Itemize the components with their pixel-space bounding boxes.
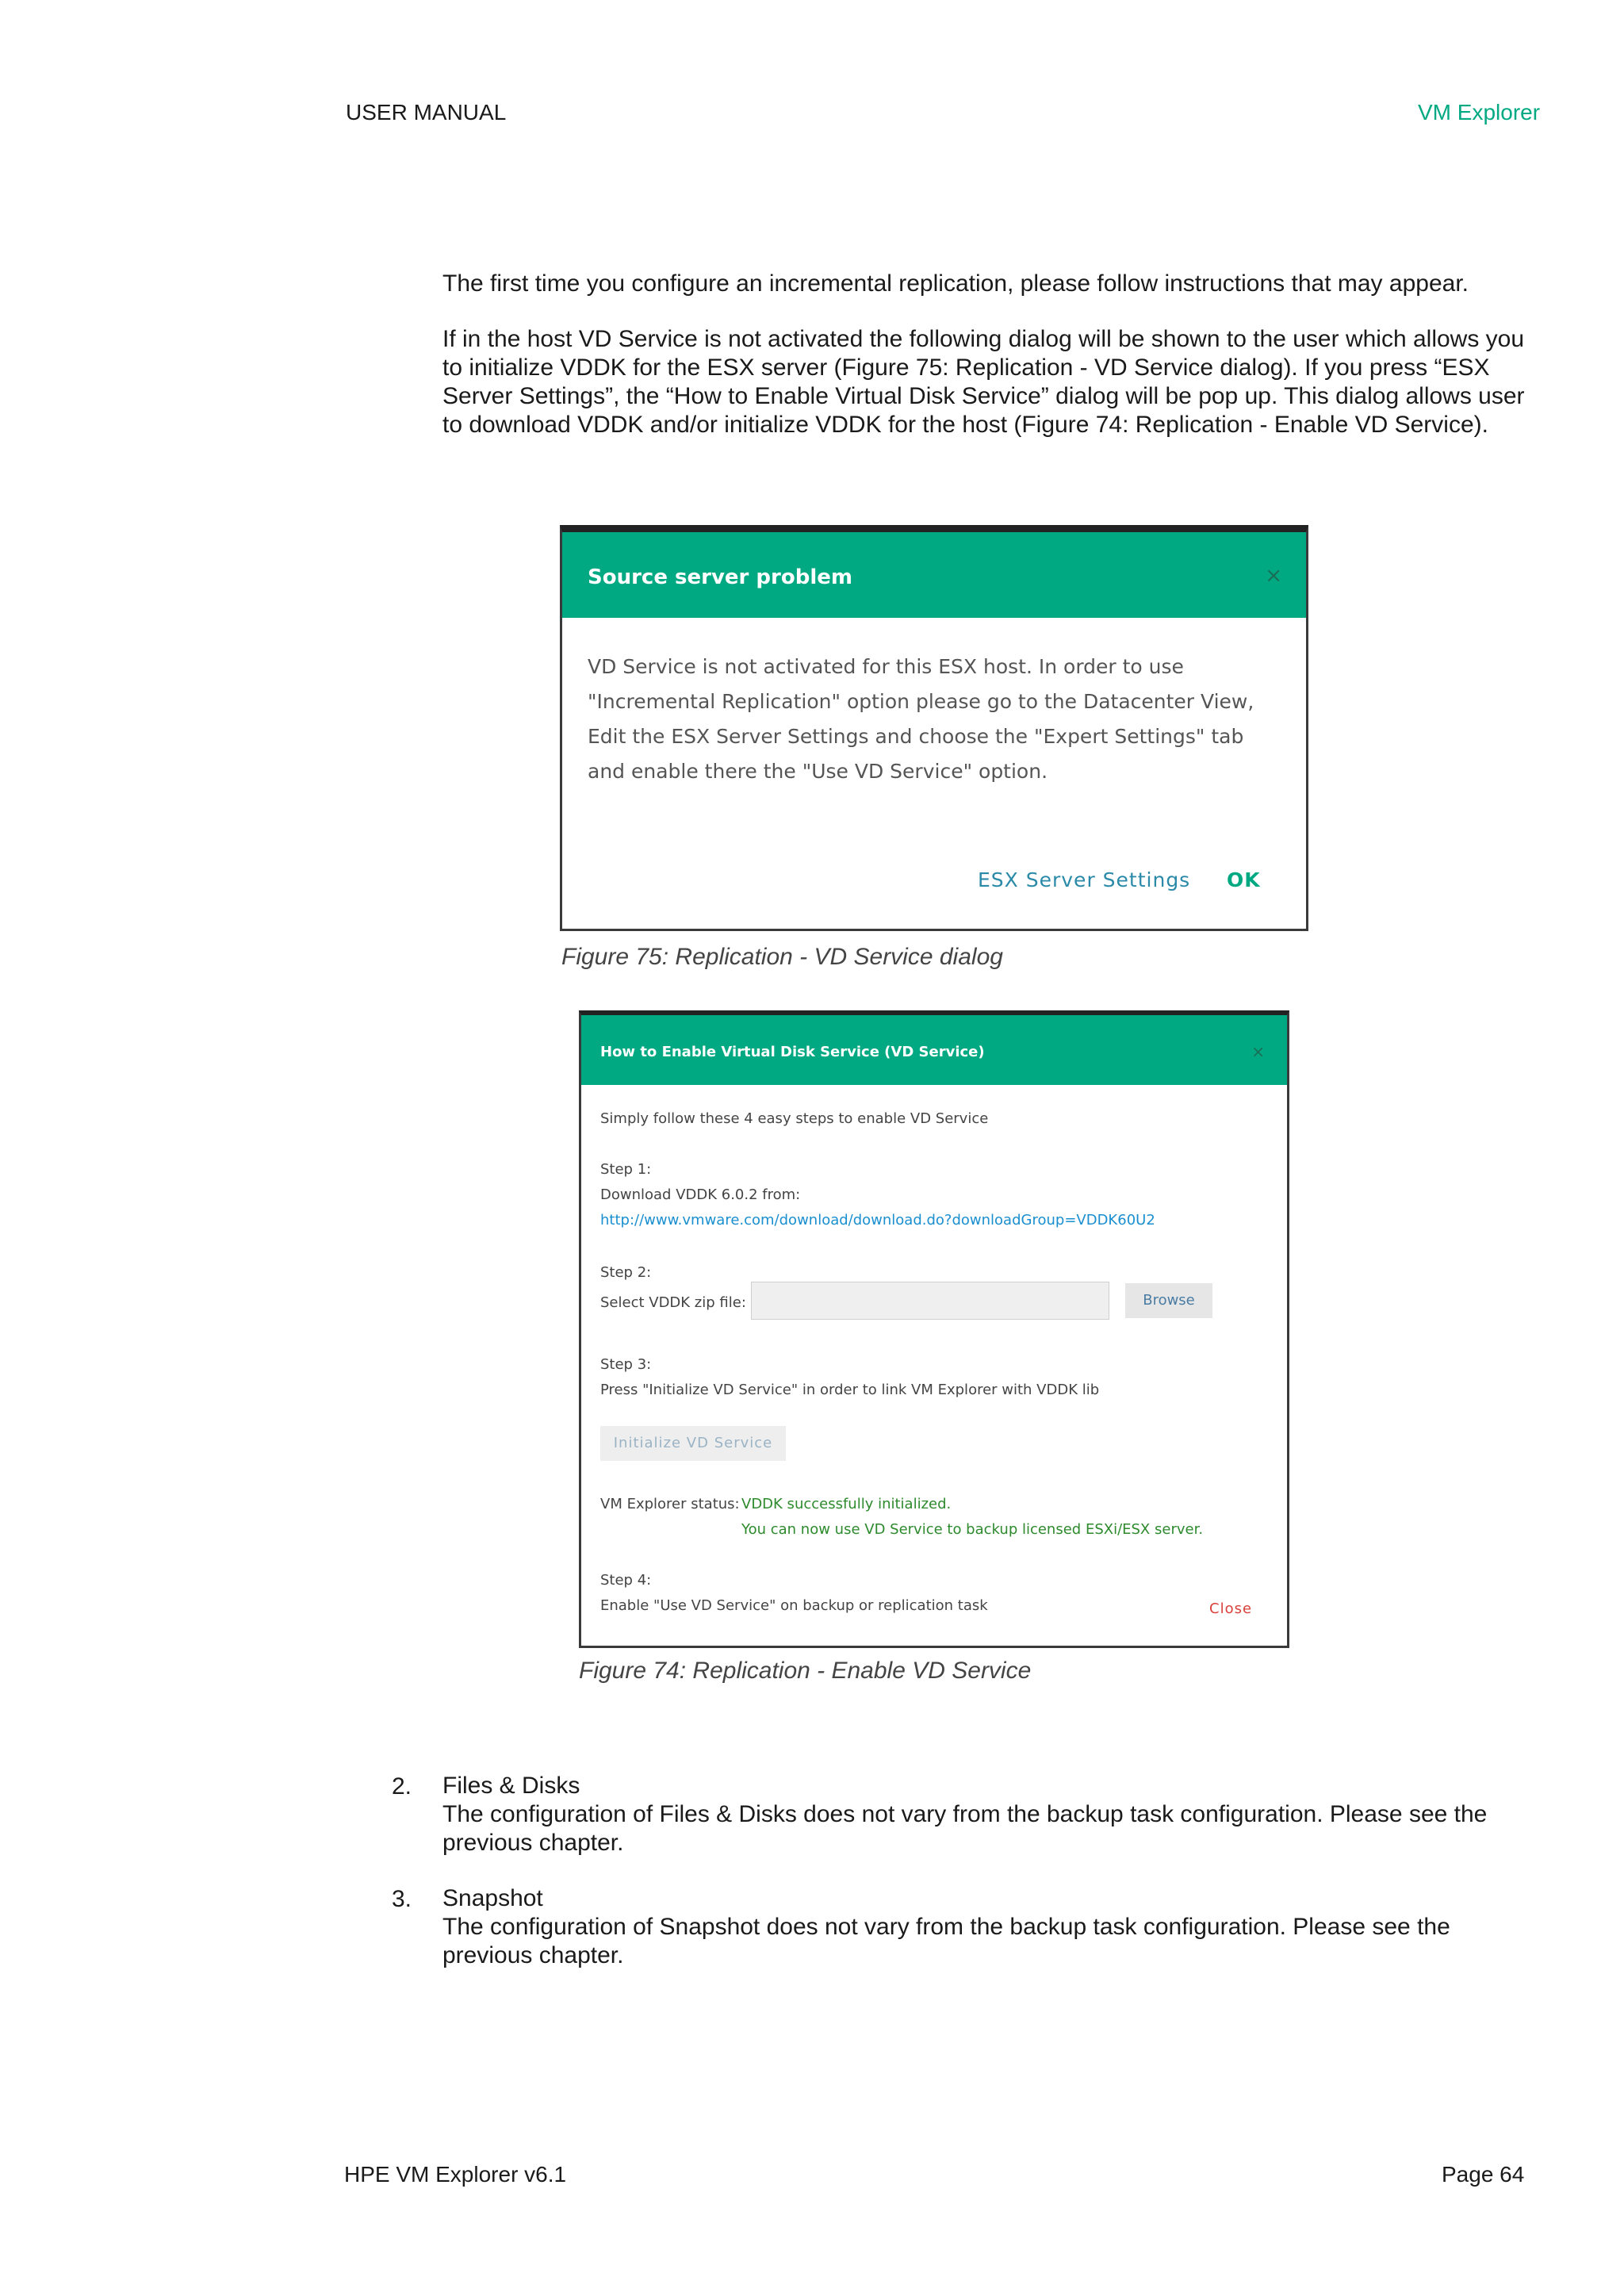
vddk-zip-label: Select VDDK zip file: [600,1294,746,1311]
list-item-3-title: Snapshot [442,1885,543,1911]
dialog-title: How to Enable Virtual Disk Service (VD Service) [600,1044,985,1060]
dialog-title: Source server problem [588,565,852,589]
vddk-zip-input[interactable] [751,1282,1109,1320]
step-4-heading: Step 4: [600,1572,652,1589]
step-2-heading: Step 2: [600,1264,652,1281]
figure-74-caption: Figure 74: Replication - Enable VD Service [579,1658,1032,1684]
dialog-header [562,532,1306,618]
status-message-line-2: You can now use VD Service to backup licensed ESXi/ESX server. [741,1521,1204,1538]
list-item-3-text: The configuration of Snapshot does not vary from the backup task configuration. Please see the previous chapter. [442,1914,1450,1968]
initialize-vd-service-button[interactable]: Initialize VD Service [600,1426,786,1461]
step-1-text: Download VDDK 6.0.2 from: [600,1186,801,1203]
intro-paragraph-1: The first time you configure an incremental replication, please follow instructions that may appear. [442,270,1469,297]
step-3-text: Press "Initialize VD Service" in order to link VM Explorer with VDDK lib [600,1382,1100,1398]
esx-server-settings-button[interactable]: ESX Server Settings [978,868,1191,891]
header-title: USER MANUAL [346,100,507,125]
close-icon[interactable]: × [1265,564,1282,588]
close-icon[interactable]: × [1251,1042,1265,1061]
step-1-heading: Step 1: [600,1161,652,1178]
list-item-2-title: Files & Disks [442,1773,580,1799]
dialog-header [581,1015,1287,1085]
step-4-text: Enable "Use VD Service" on backup or replication task [600,1597,988,1614]
vddk-download-link[interactable]: http://www.vmware.com/download/download.do?downloadGroup=VDDK60U2 [600,1212,1155,1228]
footer-product-version: HPE VM Explorer v6.1 [344,2162,567,2187]
close-button[interactable]: Close [1209,1600,1253,1617]
ok-button[interactable]: OK [1227,868,1261,891]
figure-75-caption: Figure 75: Replication - VD Service dialog [561,944,1003,970]
source-server-problem-dialog [560,525,1308,931]
dialog-intro: Simply follow these 4 easy steps to enable VD Service [600,1110,989,1127]
browse-button[interactable]: Browse [1125,1283,1212,1318]
footer-page-number: Page 64 [1442,2162,1525,2187]
dialog-message: VD Service is not activated for this ESX host. In order to use "Incremental Replication" option please go to the Datacenter View, Edit the ESX Server Settings and choose the "Expert Settings" tab and enable there the "Use VD Service" option. [588,655,1254,783]
header-product: VM Explorer [1418,100,1541,125]
enable-vd-service-dialog [579,1010,1289,1648]
list-item-2-number: 2. [392,1773,412,1800]
status-message-line-1: VDDK successfully initialized. [741,1496,952,1512]
intro-paragraph-2: If in the host VD Service is not activated the following dialog will be shown to the user which allows you to initialize VDDK for the ESX server (Figure 75: Replication - VD Service dialog). If you press “ESX Server Settings”, the “How to Enable Virtual Disk Service” dialog will be pop up. This dialog allows user to download VDDK and/or initialize VDDK for the host (Figure 74: Replication - Enable VD Service). [442,326,1525,438]
status-label: VM Explorer status: [600,1496,740,1512]
step-3-heading: Step 3: [600,1356,652,1373]
list-item-3-number: 3. [392,1886,412,1912]
list-item-2-text: The configuration of Files & Disks does not vary from the backup task configuration. Please see the previous chapter. [442,1801,1488,1856]
